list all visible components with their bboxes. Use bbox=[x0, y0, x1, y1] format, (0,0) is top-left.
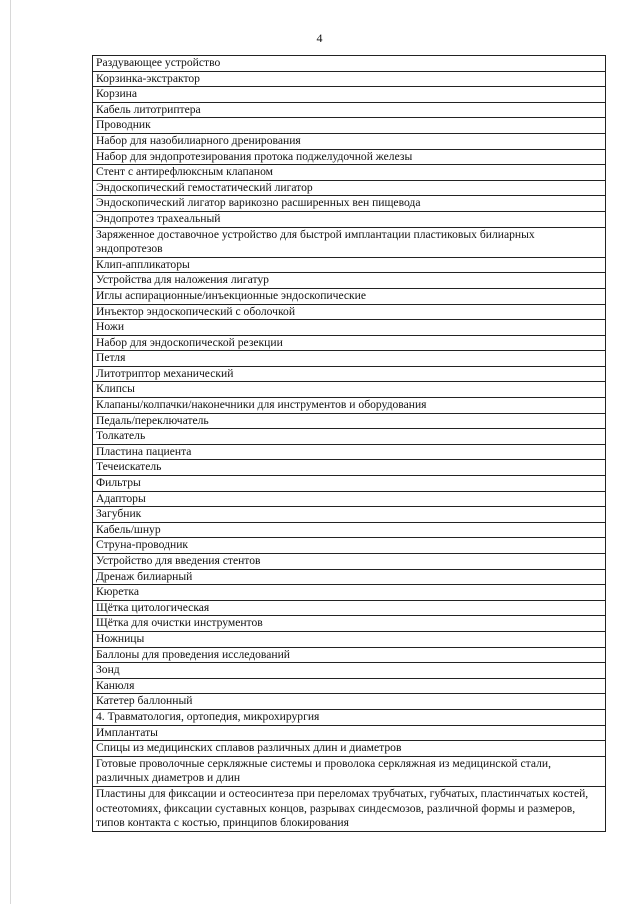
table-row bbox=[93, 631, 606, 647]
table-cell: Педаль/переключатель bbox=[93, 413, 606, 429]
table-row bbox=[93, 694, 606, 710]
table-row bbox=[93, 227, 606, 257]
table-row bbox=[93, 211, 606, 227]
table-row bbox=[93, 304, 606, 320]
table-cell: Кюретка bbox=[93, 585, 606, 601]
table-cell: Набор для эндоскопической резекции bbox=[93, 335, 606, 351]
table-row bbox=[93, 786, 606, 831]
table-cell: Эндоскопический лигатор варикозно расширенных вен пищевода bbox=[93, 196, 606, 212]
table-cell: Устройство для введения стентов bbox=[93, 554, 606, 570]
table-row bbox=[93, 273, 606, 289]
table-cell: Клипсы bbox=[93, 382, 606, 398]
table-cell: Баллоны для проведения исследований bbox=[93, 647, 606, 663]
table-cell: Кабель литотриптера bbox=[93, 102, 606, 118]
table-row bbox=[93, 398, 606, 414]
table-row bbox=[93, 87, 606, 103]
table-row bbox=[93, 600, 606, 616]
table-row bbox=[93, 663, 606, 679]
table-row bbox=[93, 196, 606, 212]
table-row bbox=[93, 507, 606, 523]
table-row bbox=[93, 554, 606, 570]
items-table bbox=[92, 55, 606, 832]
table-cell: Заряженное доставочное устройство для быстрой имплантации пластиковых билиарных эндопротезов bbox=[93, 227, 606, 257]
table-row bbox=[93, 476, 606, 492]
table-row bbox=[93, 522, 606, 538]
table-cell: Толкатель bbox=[93, 429, 606, 445]
table-row bbox=[93, 335, 606, 351]
table-cell: Ножницы bbox=[93, 631, 606, 647]
page-number: 4 bbox=[316, 31, 323, 45]
table-row bbox=[93, 444, 606, 460]
table-cell: Фильтры bbox=[93, 476, 606, 492]
table-row bbox=[93, 616, 606, 632]
table-cell: Зонд bbox=[93, 663, 606, 679]
table-cell: Устройства для наложения лигатур bbox=[93, 273, 606, 289]
left-margin-line bbox=[10, 0, 11, 904]
table-cell: Струна-проводник bbox=[93, 538, 606, 554]
items-table-body bbox=[93, 56, 606, 832]
table-cell: Пластины для фиксации и остеосинтеза при переломах трубчатых, губчатых, пластинчатых костей, остеотомиях, фиксации суставных концов, разрывах синдесмозов, различной формы и размеров, типов контакта с костью, принципов блокирования bbox=[93, 786, 606, 831]
table-row bbox=[93, 491, 606, 507]
table-row bbox=[93, 382, 606, 398]
table-row bbox=[93, 149, 606, 165]
table-row bbox=[93, 56, 606, 72]
table-cell: Литотриптор механический bbox=[93, 366, 606, 382]
table-cell: Течеискатель bbox=[93, 460, 606, 476]
table-cell: Стент с антирефлюксным клапаном bbox=[93, 165, 606, 181]
table-row bbox=[93, 180, 606, 196]
table-cell: Клапаны/колпачки/наконечники для инструментов и оборудования bbox=[93, 398, 606, 414]
table-row bbox=[93, 647, 606, 663]
table-cell: Канюля bbox=[93, 678, 606, 694]
table-cell: Имплантаты bbox=[93, 725, 606, 741]
table-row bbox=[93, 756, 606, 786]
table-row bbox=[93, 429, 606, 445]
table-cell: Спицы из медицинских сплавов различных длин и диаметров bbox=[93, 741, 606, 757]
table-row bbox=[93, 71, 606, 87]
table-cell: Инъектор эндоскопический с оболочкой bbox=[93, 304, 606, 320]
table-row bbox=[93, 288, 606, 304]
table-cell: Корзина bbox=[93, 87, 606, 103]
table-cell: Корзинка-экстрактор bbox=[93, 71, 606, 87]
table-row bbox=[93, 351, 606, 367]
table-row bbox=[93, 538, 606, 554]
table-row bbox=[93, 102, 606, 118]
table-row bbox=[93, 725, 606, 741]
table-cell: Раздувающее устройство bbox=[93, 56, 606, 72]
table-cell: Готовые проволочные серкляжные системы и проволока серкляжная из медицинской стали, различных диаметров и длин bbox=[93, 756, 606, 786]
table-cell: Ножи bbox=[93, 320, 606, 336]
table-row bbox=[93, 133, 606, 149]
table-cell: Иглы аспирационные/инъекционные эндоскопические bbox=[93, 288, 606, 304]
table-cell: Кабель/шнур bbox=[93, 522, 606, 538]
table-row bbox=[93, 366, 606, 382]
table-cell: Набор для эндопротезирования протока поджелудочной железы bbox=[93, 149, 606, 165]
table-cell: Проводник bbox=[93, 118, 606, 134]
table-cell: Щётка для очистки инструментов bbox=[93, 616, 606, 632]
table-cell: Дренаж билиарный bbox=[93, 569, 606, 585]
table-row bbox=[93, 460, 606, 476]
table-row bbox=[93, 413, 606, 429]
table-row bbox=[93, 320, 606, 336]
table-cell: Петля bbox=[93, 351, 606, 367]
table-row bbox=[93, 678, 606, 694]
table-cell: Клип-аппликаторы bbox=[93, 257, 606, 273]
table-row bbox=[93, 741, 606, 757]
table-cell: Эндоскопический гемостатический лигатор bbox=[93, 180, 606, 196]
table-row bbox=[93, 585, 606, 601]
table-row bbox=[93, 118, 606, 134]
table-cell: Загубник bbox=[93, 507, 606, 523]
table-row bbox=[93, 165, 606, 181]
table-cell: 4. Травматология, ортопедия, микрохирургия bbox=[93, 709, 606, 725]
table-cell: Пластина пациента bbox=[93, 444, 606, 460]
table-cell: Набор для назобилиарного дренирования bbox=[93, 133, 606, 149]
table-row bbox=[93, 569, 606, 585]
table-cell: Адапторы bbox=[93, 491, 606, 507]
table-row bbox=[93, 257, 606, 273]
table-cell: Щётка цитологическая bbox=[93, 600, 606, 616]
table-row bbox=[93, 709, 606, 725]
table-cell: Катетер баллонный bbox=[93, 694, 606, 710]
table-cell: Эндопротез трахеальный bbox=[93, 211, 606, 227]
